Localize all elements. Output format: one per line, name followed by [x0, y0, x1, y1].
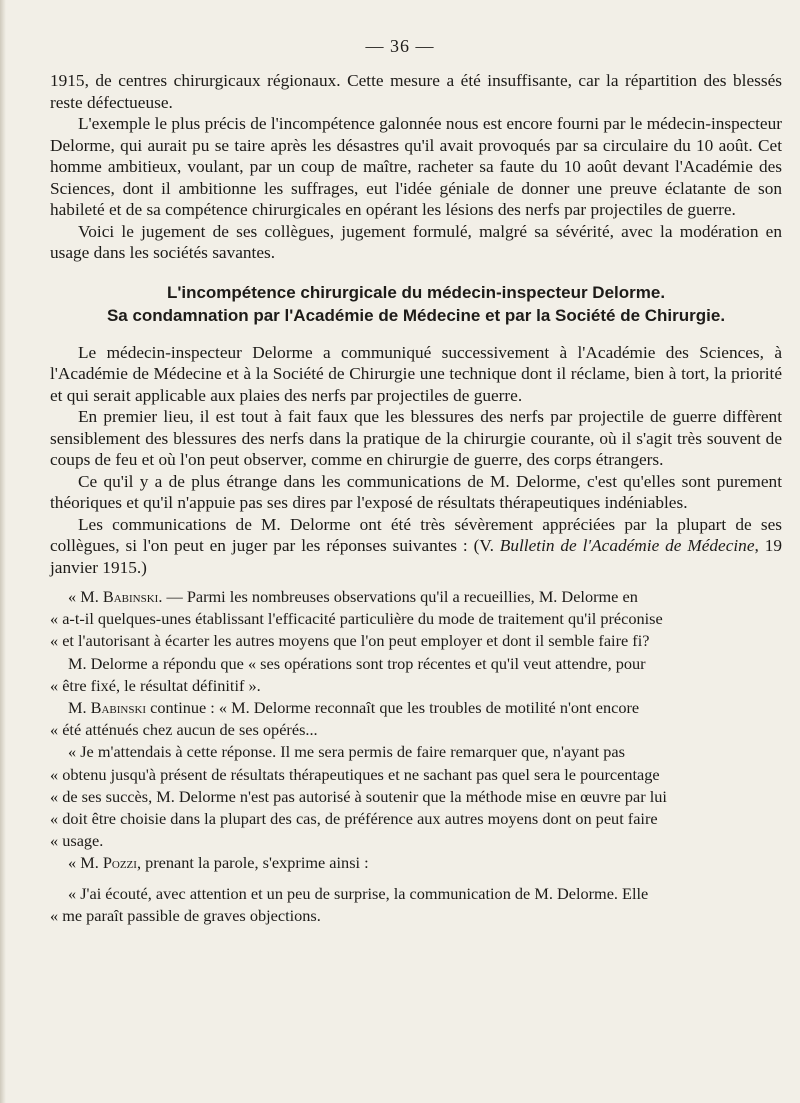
- quote-line: « Je m'attendais à cette réponse. Il me sera permis de faire remarquer que, n'ayant pas: [68, 742, 625, 762]
- text: « M.: [68, 587, 103, 606]
- speaker-name: Babinski: [102, 587, 159, 606]
- speaker-name: Babinski: [90, 698, 147, 718]
- quote-line: « être fixé, le résultat définitif ».: [50, 675, 261, 695]
- quote-line: [50, 586, 782, 608]
- paragraph: En premier lieu, il est tout à fait faux que les blessures des nerfs par projectile de guerre diffèrent sensiblement des blessures des nerfs dans la pratique de la chirurgie courante, où il s'agit très souvent de coups de feu et où l'on peut observer, comme en chirurgie de guerre, des corps étrangers.: [50, 407, 782, 469]
- quote-line: « J'ai écouté, avec attention et un peu de surprise, la communication de M. Delorme. Elle: [68, 883, 649, 903]
- text: , 19 janvier 1915.): [50, 536, 782, 577]
- page-edge-shadow: [0, 0, 6, 1103]
- text: « M.: [68, 853, 103, 873]
- section-heading: [50, 281, 782, 327]
- quote-line: « été atténués chez aucun de ses opérés...: [50, 720, 318, 740]
- text: , prenant la parole, s'exprime ainsi :: [136, 853, 369, 873]
- speaker-name: Pozzi: [102, 853, 137, 873]
- paragraph: L'exemple le plus précis de l'incompétence galonnée nous est encore fourni par le médecin-inspecteur Delorme, qui aurait pu se taire après les désastres qu'il avait provoqués par sa circulaire du 10 août. Cet homme ambitieux, voulant, par un coup de maître, racheter sa faute du 10 août devant l'Académie des Sciences, dont il ambitionne les suffrages, eut l'idée géniale de donner une preuve éclatante de son habileté et de sa compétence chirurgicales en opérant les lésions des nerfs par projectiles de guerre.: [50, 114, 782, 219]
- paragraph: Le médecin-inspecteur Delorme a communiqué successivement à l'Académie des Sciences, à l'Académie de Médecine et à la Société de Chirurgie une technique dont il réclame, bien à tort, la priorité et qui serait applicable aux plaies des nerfs par projectiles de guerre.: [50, 342, 782, 405]
- text: M.: [68, 698, 91, 718]
- page-number: — 36 —: [365, 36, 435, 56]
- quote-line: [50, 697, 782, 719]
- quoted-discussion: [50, 586, 782, 927]
- text: continue : « M. Delorme reconnaît que les troubles de motilité n'ont encore: [146, 698, 640, 718]
- quote-line: « me paraît passible de graves objections.: [50, 905, 321, 925]
- quote-line: « obtenu jusqu'à présent de résultats thérapeutiques et ne sachant pas quel sera le pourcentage: [50, 764, 660, 784]
- paragraph: Ce qu'il y a de plus étrange dans les communications de M. Delorme, c'est qu'elles sont purement théoriques et qu'il n'appuie pas ses dires par l'exposé de résultats thérapeutiques indéniables.: [50, 471, 782, 512]
- document-body: [50, 70, 782, 927]
- quote-line: « et l'autorisant à écarter les autres moyens que l'on peut employer et dont il semble faire fi?: [50, 631, 650, 651]
- text: . — Parmi les nombreuses observations qu'il a recueillies, M. Delorme en: [158, 587, 638, 606]
- citation-title: Bulletin de l'Académie de Médecine: [499, 536, 755, 555]
- heading-line-1: L'incompétence chirurgicale du médecin-inspecteur Delorme.: [166, 282, 666, 302]
- quote-line: « usage.: [50, 831, 104, 851]
- quote-line: M. Delorme a répondu que « ses opérations sont trop récentes et qu'il veut attendre, pour: [68, 653, 646, 673]
- heading-line-2: Sa condamnation par l'Académie de Médecine et par la Société de Chirurgie.: [106, 305, 726, 325]
- quote-line: « de ses succès, M. Delorme n'est pas autorisé à soutenir que la méthode mise en œuvre par lui: [50, 786, 667, 806]
- paragraph: Voici le jugement de ses collègues, jugement formulé, malgré sa sévérité, avec la modération en usage dans les sociétés savantes.: [50, 221, 782, 262]
- quote-line: [50, 852, 782, 874]
- text: Les communications de M. Delorme ont été très sévèrement appréciées par la plupart de ses collègues, si l'on peut en juger par les réponses suivantes : (V.: [50, 514, 782, 555]
- quote-line: « a-t-il quelques-unes établissant l'efficacité particulière du mode de traitement qu'il préconise: [50, 609, 663, 629]
- quote-line: « doit être choisie dans la plupart des cas, de préférence aux autres moyens dont on peut faire: [50, 809, 658, 829]
- paragraph: 1915, de centres chirurgicaux régionaux. Cette mesure a été insuffisante, car la répartition des blessés reste défectueuse.: [50, 71, 782, 112]
- paragraph-bulletin: [50, 514, 782, 579]
